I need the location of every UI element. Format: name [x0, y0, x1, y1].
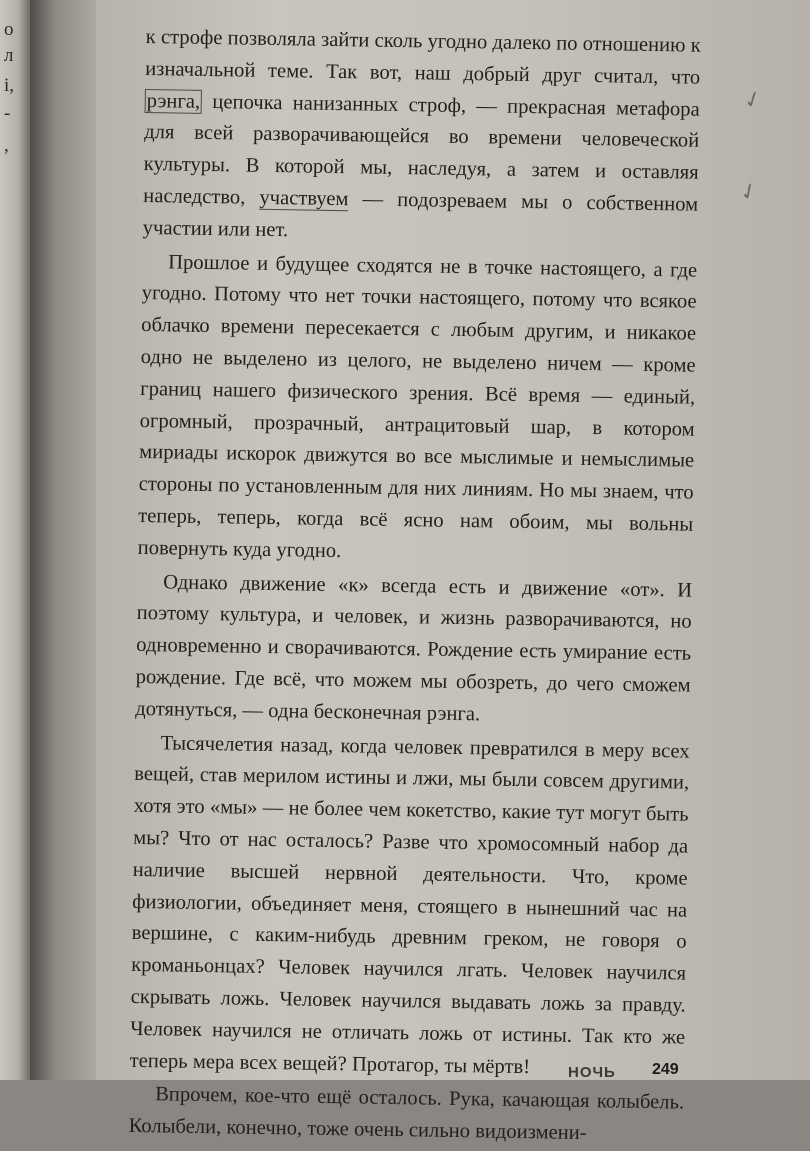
page-number: 249 — [652, 1061, 679, 1078]
page-footer — [560, 1058, 710, 1080]
left-page-fragment: і, — [4, 75, 15, 96]
text-run: Прошлое и будущее сходятся не в точке настоящего, а где угодно. Потому что нет точки настоящего, потому что всякое облачко времени пересекается с любым другим, и никакое одно не выделено из целого, не выделено ничем — кроме границ нашего физического зрения. Всё время — единый, огромный, прозрачный, антрацитовый шар, в котором мириады искорок движутся во все мыслимые и немыслимые стороны по установленным для них линиям. Но мы знаем, что теперь, теперь, когда всё ясно нам обоим, мы вольны повернуть куда угодно. — [137, 250, 698, 562]
book-page — [96, 0, 810, 1145]
text-run: — подозреваем мы о собственном участии или нет. — [142, 188, 699, 242]
paragraph — [137, 247, 697, 574]
running-head: НОЧЬ — [568, 1064, 616, 1081]
boxed-word: рэнга, — [145, 89, 203, 114]
body-text — [128, 22, 701, 1151]
paragraph — [129, 727, 689, 1085]
paragraph — [135, 566, 692, 734]
paragraph — [143, 22, 701, 253]
text-run: Впрочем, кое-что ещё осталось. Рука, качающая колыбель. Колыбели, конечно, тоже очень сильно видоизмени- — [128, 1083, 685, 1145]
text-run: Тысячелетия назад, когда человек превратился в меру всех вещей, став мерилом истины и лжи, мы были совсем другими, хотя это «мы» — не более чем кокетство, какие тут могут быть мы? Что от нас осталось? Разве что хромосомный набор да наличие высшей нервной деятельности. Что, кроме физиологии, объединяет меня, стоящего в нынешний час на вершине, с каким-нибудь древним греком, не говоря о кроманьонцах? Человек научился лгать. Человек научился скрывать ложь. Человек научился выдавать ложь за правду. Человек научился не отличать ложь от истины. Так кто же теперь мера всех вещей? Протагор, ты мёртв! — [129, 731, 690, 1078]
left-page-fragment: л — [4, 45, 14, 66]
left-page-fragment: - — [4, 103, 11, 124]
underlined-word: участвуем — [259, 186, 349, 211]
book-gutter — [30, 0, 100, 1080]
left-page-fragment: , — [4, 135, 9, 156]
text-run: к строфе позволяла зайти сколь угодно далеко по отношению к изначальной теме. Так вот, наш добрый друг считал, что — [145, 25, 701, 89]
text-run: Однако движение «к» всегда есть и движение «от». И поэтому культура, и человек, и жизнь разворачиваются, но одновременно и сворачиваются. Рождение есть умирание есть рождение. Где всё, что можем мы обозреть, до чего сможем дотянуться, — одна бесконечная рэнга. — [135, 570, 693, 726]
margin-check-icon: ✓ — [735, 177, 763, 208]
margin-check-icon: ✓ — [740, 85, 767, 116]
left-page-fragment: о — [4, 19, 14, 40]
text-run: цепочка нанизанных строф, — прекрасная метафора для всей разворачивающейся во времени человеческой культуры. В которой мы, наследуя, а затем и оставляя наследство, — [143, 90, 700, 209]
left-page-edge — [0, 0, 30, 1080]
paragraph — [128, 1079, 684, 1151]
